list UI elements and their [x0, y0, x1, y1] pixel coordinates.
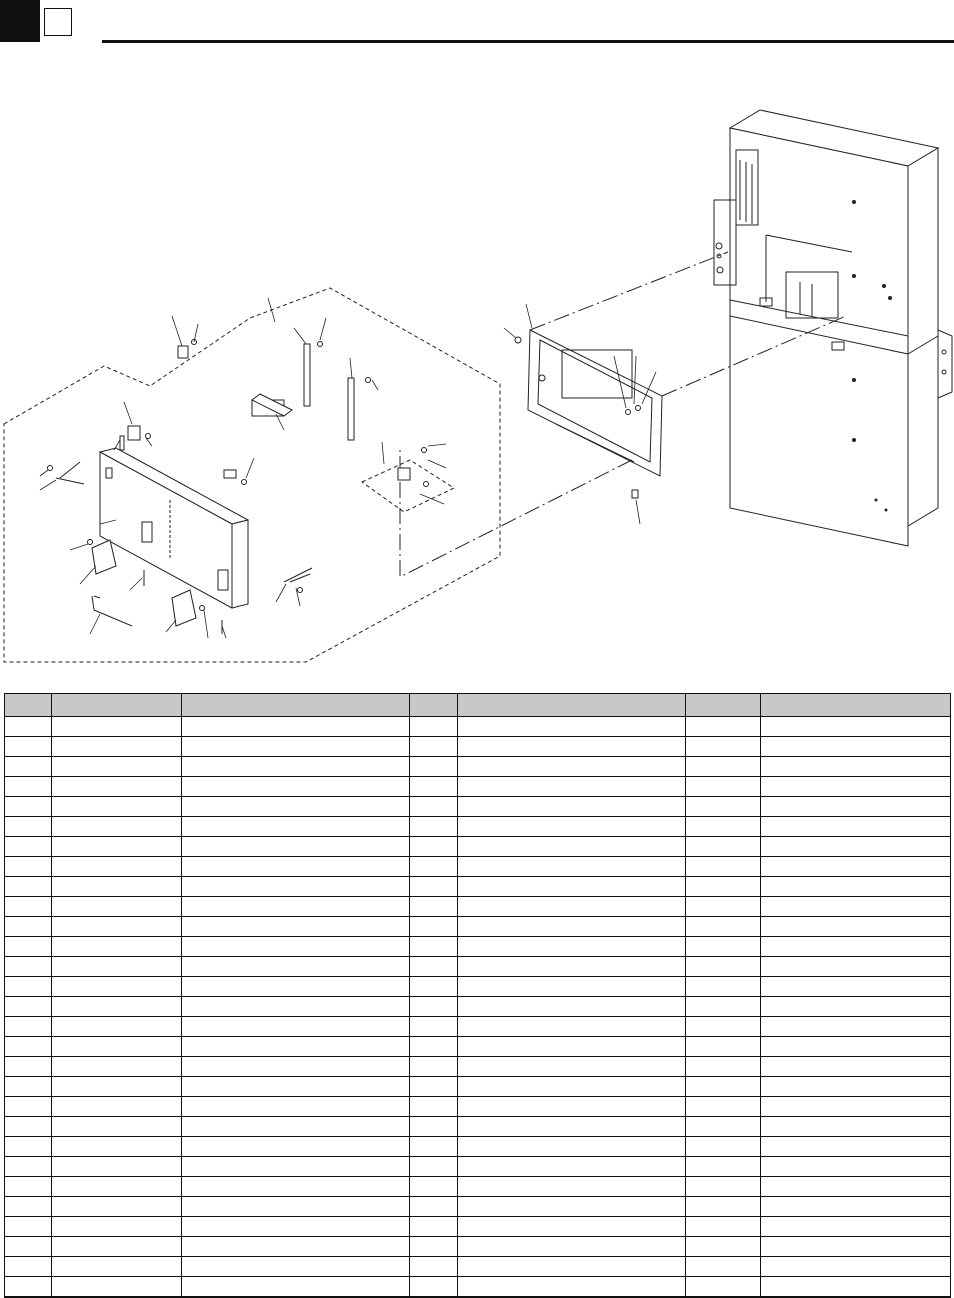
table-cell [686, 957, 761, 977]
table-cell [182, 1137, 410, 1157]
table-cell [5, 957, 52, 977]
table-cell [182, 837, 410, 857]
table-cell [52, 1017, 182, 1037]
table-cell [761, 1077, 951, 1097]
table-row [5, 1237, 951, 1257]
table-row [5, 977, 951, 997]
table-cell [458, 1217, 686, 1237]
table-cell [182, 1257, 410, 1277]
table-cell [761, 757, 951, 777]
table-row [5, 1057, 951, 1077]
header-cell [5, 694, 52, 717]
table-cell [5, 1037, 52, 1057]
table-cell [458, 1237, 686, 1257]
table-cell [686, 1157, 761, 1177]
table-cell [5, 937, 52, 957]
table-row [5, 937, 951, 957]
table-cell [5, 817, 52, 837]
table-cell [458, 1077, 686, 1097]
header-cell [761, 694, 951, 717]
table-cell [52, 777, 182, 797]
section-tab-marker [0, 0, 40, 42]
table-cell [182, 1237, 410, 1257]
table-cell [761, 837, 951, 857]
table-cell [458, 737, 686, 757]
table-cell [410, 917, 458, 937]
table-cell [410, 1217, 458, 1237]
table-cell [458, 1097, 686, 1117]
table-cell [52, 977, 182, 997]
table-cell [686, 1177, 761, 1197]
table-cell [182, 1077, 410, 1097]
table-cell [5, 1117, 52, 1137]
table-cell [410, 797, 458, 817]
table-row [5, 1117, 951, 1137]
table-row [5, 797, 951, 817]
table-cell [5, 1217, 52, 1237]
table-cell [52, 1197, 182, 1217]
table-cell [458, 957, 686, 977]
table-cell [686, 1137, 761, 1157]
table-cell [52, 1277, 182, 1298]
table-row [5, 1157, 951, 1177]
table-cell [5, 777, 52, 797]
table-cell [761, 737, 951, 757]
table-cell [458, 1057, 686, 1077]
table-cell [182, 757, 410, 777]
table-cell [5, 877, 52, 897]
table-cell [458, 837, 686, 857]
table-cell [52, 937, 182, 957]
table-cell [5, 757, 52, 777]
table-cell [5, 1277, 52, 1298]
table-cell [410, 737, 458, 757]
table-cell [410, 977, 458, 997]
table-cell [52, 1057, 182, 1077]
kit-boundary [4, 288, 500, 662]
table-cell [761, 777, 951, 797]
header-cell [410, 694, 458, 717]
table-row [5, 817, 951, 837]
table-cell [686, 1257, 761, 1277]
table-cell [410, 877, 458, 897]
table-cell [761, 1237, 951, 1257]
page-number-box [44, 8, 72, 36]
header-rule [102, 40, 954, 43]
table-cell [182, 777, 410, 797]
table-cell [686, 997, 761, 1017]
table-cell [458, 997, 686, 1017]
table-cell [5, 797, 52, 817]
header-cell [686, 694, 761, 717]
table-cell [410, 817, 458, 837]
table-cell [761, 1197, 951, 1217]
table-cell [52, 1157, 182, 1177]
table-cell [5, 1017, 52, 1037]
table-cell [52, 1257, 182, 1277]
table-cell [761, 817, 951, 837]
table-cell [5, 997, 52, 1017]
table-cell [686, 877, 761, 897]
table-cell [686, 1017, 761, 1037]
table-cell [458, 857, 686, 877]
table-cell [5, 857, 52, 877]
table-cell [410, 717, 458, 737]
exploded-assembly-drawing [0, 60, 954, 672]
table-cell [410, 1177, 458, 1197]
table-cell [182, 797, 410, 817]
table-cell [5, 717, 52, 737]
table-cell [458, 977, 686, 997]
table-cell [5, 1057, 52, 1077]
table-row [5, 1277, 951, 1298]
table-cell [761, 917, 951, 937]
table-cell [410, 997, 458, 1017]
table-cell [686, 757, 761, 777]
table-row [5, 737, 951, 757]
table-cell [52, 757, 182, 777]
table-cell [52, 957, 182, 977]
table-cell [761, 717, 951, 737]
table-cell [410, 1137, 458, 1157]
table-cell [761, 1257, 951, 1277]
table-cell [458, 1177, 686, 1197]
table-cell [761, 1117, 951, 1137]
table-cell [5, 1237, 52, 1257]
table-cell [458, 717, 686, 737]
table-cell [52, 917, 182, 937]
table-cell [761, 797, 951, 817]
table-cell [686, 717, 761, 737]
table-cell [182, 1217, 410, 1237]
table-cell [458, 917, 686, 937]
table-cell [5, 897, 52, 917]
table-cell [5, 917, 52, 937]
table-row [5, 1037, 951, 1057]
table-cell [52, 797, 182, 817]
table-row [5, 777, 951, 797]
table-cell [458, 1257, 686, 1277]
table-cell [458, 897, 686, 917]
table-cell [5, 1177, 52, 1197]
table-cell [52, 737, 182, 757]
table-row [5, 1217, 951, 1237]
table-cell [5, 1137, 52, 1157]
table-cell [686, 1197, 761, 1217]
table-cell [52, 817, 182, 837]
table-cell [52, 717, 182, 737]
table-row [5, 997, 951, 1017]
table-cell [761, 1137, 951, 1157]
table-cell [458, 1037, 686, 1057]
switchgear-cabinet [714, 110, 952, 546]
table-header-row [5, 694, 951, 717]
table-cell [761, 1037, 951, 1057]
table-cell [52, 1097, 182, 1117]
table-cell [52, 1037, 182, 1057]
table-cell [761, 1057, 951, 1077]
table-row [5, 837, 951, 857]
table-row [5, 1077, 951, 1097]
header-cell [182, 694, 410, 717]
table-row [5, 877, 951, 897]
table-cell [410, 897, 458, 917]
table-body [5, 717, 951, 1298]
table-cell [52, 877, 182, 897]
table-cell [5, 837, 52, 857]
parts-list-table [4, 693, 951, 1298]
table-cell [686, 837, 761, 857]
table-cell [686, 1217, 761, 1237]
table-cell [761, 897, 951, 917]
table-cell [458, 1137, 686, 1157]
table-cell [182, 1097, 410, 1117]
table-cell [761, 857, 951, 877]
table-cell [458, 817, 686, 837]
table-row [5, 1137, 951, 1157]
table-cell [52, 1217, 182, 1237]
table-cell [182, 877, 410, 897]
mounting-plate [515, 330, 662, 498]
table-cell [5, 1077, 52, 1097]
table-row [5, 957, 951, 977]
table-cell [410, 777, 458, 797]
table-row [5, 717, 951, 737]
table-row [5, 897, 951, 917]
table-cell [410, 1097, 458, 1117]
table-cell [52, 857, 182, 877]
table-cell [761, 997, 951, 1017]
table-cell [686, 1277, 761, 1298]
table-cell [686, 857, 761, 877]
table-cell [410, 1257, 458, 1277]
table-cell [761, 1177, 951, 1197]
table-cell [410, 1077, 458, 1097]
table-cell [686, 977, 761, 997]
table-cell [458, 1117, 686, 1137]
table-cell [458, 937, 686, 957]
table-cell [686, 1237, 761, 1257]
header-cell [458, 694, 686, 717]
table-cell [686, 797, 761, 817]
table-cell [5, 1097, 52, 1117]
table-cell [686, 817, 761, 837]
table-cell [410, 857, 458, 877]
table-cell [761, 1157, 951, 1177]
header-cell [52, 694, 182, 717]
table-cell [458, 1157, 686, 1177]
table-cell [182, 1197, 410, 1217]
table-cell [182, 1277, 410, 1298]
table-row [5, 1197, 951, 1217]
table-cell [410, 1277, 458, 1298]
table-cell [686, 737, 761, 757]
table-cell [52, 1117, 182, 1137]
table-cell [52, 1137, 182, 1157]
table-cell [182, 1177, 410, 1197]
table-cell [686, 1057, 761, 1077]
table-cell [458, 1017, 686, 1037]
table-cell [52, 1077, 182, 1097]
table-cell [458, 797, 686, 817]
table-cell [182, 917, 410, 937]
table-cell [761, 877, 951, 897]
table-row [5, 1177, 951, 1197]
table-cell [410, 1037, 458, 1057]
table-cell [410, 1017, 458, 1037]
table-cell [686, 1097, 761, 1117]
table-cell [182, 1017, 410, 1037]
table-cell [410, 937, 458, 957]
table-cell [52, 1237, 182, 1257]
table-cell [52, 837, 182, 857]
table-cell [458, 777, 686, 797]
table-cell [182, 997, 410, 1017]
table-cell [182, 857, 410, 877]
table-cell [410, 1237, 458, 1257]
table-cell [686, 917, 761, 937]
table-cell [182, 1117, 410, 1137]
table-cell [52, 897, 182, 917]
table-cell [182, 1057, 410, 1077]
table-cell [182, 1037, 410, 1057]
table-cell [5, 977, 52, 997]
table-cell [182, 957, 410, 977]
table-row [5, 1097, 951, 1117]
table-cell [686, 1117, 761, 1137]
table-cell [686, 777, 761, 797]
table-cell [761, 1097, 951, 1117]
table-cell [182, 717, 410, 737]
table-cell [458, 1277, 686, 1298]
table-row [5, 917, 951, 937]
table-cell [410, 757, 458, 777]
table-cell [458, 877, 686, 897]
table-cell [761, 1017, 951, 1037]
table-cell [182, 1157, 410, 1177]
table-cell [761, 937, 951, 957]
table-cell [182, 977, 410, 997]
table-cell [761, 1217, 951, 1237]
table-cell [182, 897, 410, 917]
table-cell [5, 1157, 52, 1177]
table-cell [686, 937, 761, 957]
table-cell [182, 817, 410, 837]
table-cell [182, 937, 410, 957]
table-cell [52, 1177, 182, 1197]
table-row [5, 757, 951, 777]
table-cell [52, 997, 182, 1017]
table-cell [686, 1037, 761, 1057]
table-cell [458, 757, 686, 777]
table-cell [5, 1197, 52, 1217]
table-cell [410, 1197, 458, 1217]
table-cell [686, 897, 761, 917]
table-cell [410, 1117, 458, 1137]
table-cell [5, 737, 52, 757]
table-row [5, 1257, 951, 1277]
table-cell [182, 737, 410, 757]
table-cell [761, 1277, 951, 1298]
table-row [5, 1017, 951, 1037]
table-cell [410, 1157, 458, 1177]
table-cell [410, 837, 458, 857]
table-cell [458, 1197, 686, 1217]
table-cell [761, 957, 951, 977]
table-row [5, 857, 951, 877]
table-cell [686, 1077, 761, 1097]
table-cell [5, 1257, 52, 1277]
table-cell [410, 957, 458, 977]
table-cell [761, 977, 951, 997]
table-cell [410, 1057, 458, 1077]
